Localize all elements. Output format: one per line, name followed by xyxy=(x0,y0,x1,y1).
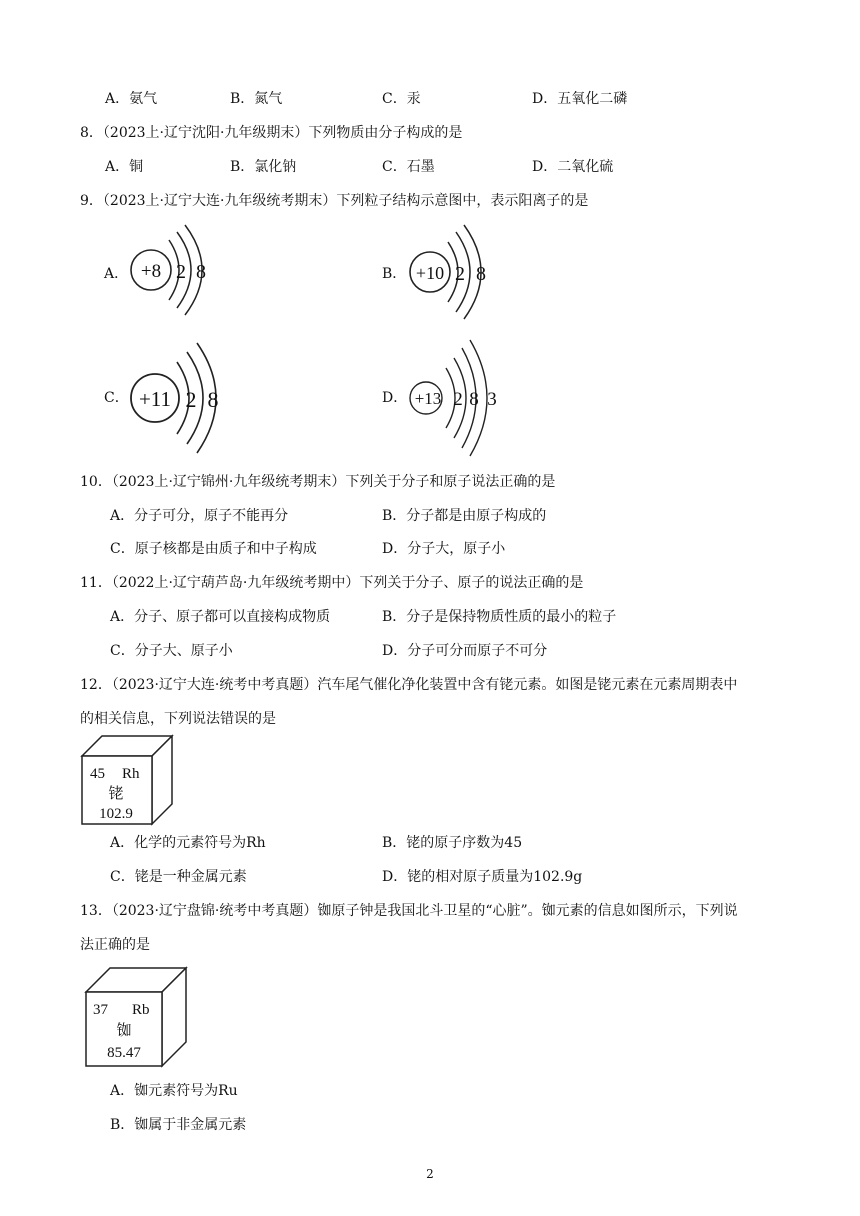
nucleus-a: +8 xyxy=(140,261,162,282)
q10-option-a: A．分子可分，原子不能再分 xyxy=(110,508,289,524)
q9-label-b: B． xyxy=(382,266,407,282)
rb-atomic-number: 37 xyxy=(93,1002,108,1018)
q8-option-d: D．二氧化硫 xyxy=(532,159,614,175)
q9-label-d: D． xyxy=(382,390,408,406)
shell-c-2: 8 xyxy=(207,387,219,412)
shell-d-3: 3 xyxy=(487,389,497,410)
q12-option-b: B．铑的原子序数为45 xyxy=(382,835,523,851)
q7-option-c: C．汞 xyxy=(382,91,421,107)
atom-diagram-b xyxy=(404,222,504,324)
q11-option-b: B．分子是保持物质性质的最小的粒子 xyxy=(382,609,617,625)
nucleus-b: +10 xyxy=(415,263,445,283)
q11-stem: 11．（2022上·辽宁葫芦岛·九年级统考期中）下列关于分子、原子的说法正确的是 xyxy=(80,575,584,591)
q10-option-c: C．原子核都是由质子和中子构成 xyxy=(110,541,317,557)
q8-option-c: C．石墨 xyxy=(382,159,435,175)
q12-stem-line2: 的相关信息，下列说法错误的是 xyxy=(80,711,276,727)
q9-label-a: A． xyxy=(104,266,129,282)
q13-option-b: B．铷属于非金属元素 xyxy=(110,1117,247,1133)
shell-c-1: 2 xyxy=(185,387,197,412)
rh-atomic-number: 45 xyxy=(90,766,105,782)
shell-d-2: 8 xyxy=(469,389,479,410)
q10-option-b: B．分子都是由原子构成的 xyxy=(382,508,547,524)
q8-option-a: A．铜 xyxy=(105,159,144,175)
q12-option-a: A．化学的元素符号为Rh xyxy=(110,835,266,851)
q13-stem-line1: 13．（2023·辽宁盘锦·统考中考真题）铷原子钟是我国北斗卫星的“心脏”。铷元素的信息如图所示，下列说 xyxy=(80,903,738,919)
element-card-rb xyxy=(84,966,190,1068)
q8-option-b: B．氯化钠 xyxy=(230,159,297,175)
q12-stem-line1: 12．（2023·辽宁大连·统考中考真题）汽车尾气催化净化装置中含有铑元素。如图是铑元素在元素周期表中 xyxy=(80,677,738,693)
q7-option-d: D．五氧化二磷 xyxy=(532,91,628,107)
rb-mass: 85.47 xyxy=(107,1045,141,1061)
atom-diagram-d xyxy=(406,338,506,460)
nucleus-d: +13 xyxy=(414,389,442,408)
q7-option-a: A．氨气 xyxy=(105,91,158,107)
page-number: 2 xyxy=(426,1167,434,1181)
q10-option-d: D．分子大，原子小 xyxy=(382,541,506,557)
element-card-rh xyxy=(80,734,176,826)
q9-label-c: C． xyxy=(104,390,129,406)
rb-symbol: Rb xyxy=(132,1002,150,1018)
rh-mass: 102.9 xyxy=(99,806,133,822)
q7-option-b: B．氮气 xyxy=(230,91,283,107)
atom-diagram-a xyxy=(125,222,225,322)
nucleus-c: +11 xyxy=(138,387,172,411)
shell-b-1: 2 xyxy=(455,263,465,285)
rh-symbol: Rh xyxy=(122,766,140,782)
q12-option-d: D．铑的相对原子质量为102.9g xyxy=(382,869,583,885)
q11-option-d: D．分子可分而原子不可分 xyxy=(382,643,548,659)
rb-name: 铷 xyxy=(116,1023,132,1039)
shell-a-2: 8 xyxy=(196,261,206,283)
q13-stem-line2: 法正确的是 xyxy=(80,937,150,953)
q11-option-a: A．分子、原子都可以直接构成物质 xyxy=(110,609,331,625)
q8-stem: 8．（2023上·辽宁沈阳·九年级期末）下列物质由分子构成的是 xyxy=(80,125,463,141)
shell-a-1: 2 xyxy=(176,261,186,283)
q12-option-c: C．铑是一种金属元素 xyxy=(110,869,247,885)
q9-stem: 9．（2023上·辽宁大连·九年级统考期末）下列粒子结构示意图中，表示阳离子的是 xyxy=(80,193,589,209)
q10-stem: 10．（2023上·辽宁锦州·九年级统考期末）下列关于分子和原子说法正确的是 xyxy=(80,474,556,490)
q13-option-a: A．铷元素符号为Ru xyxy=(110,1083,238,1099)
q11-option-c: C．分子大、原子小 xyxy=(110,643,233,659)
shell-d-1: 2 xyxy=(453,389,463,410)
shell-b-2: 8 xyxy=(476,263,486,285)
rh-name: 铑 xyxy=(108,786,124,802)
atom-diagram-c xyxy=(125,340,235,458)
